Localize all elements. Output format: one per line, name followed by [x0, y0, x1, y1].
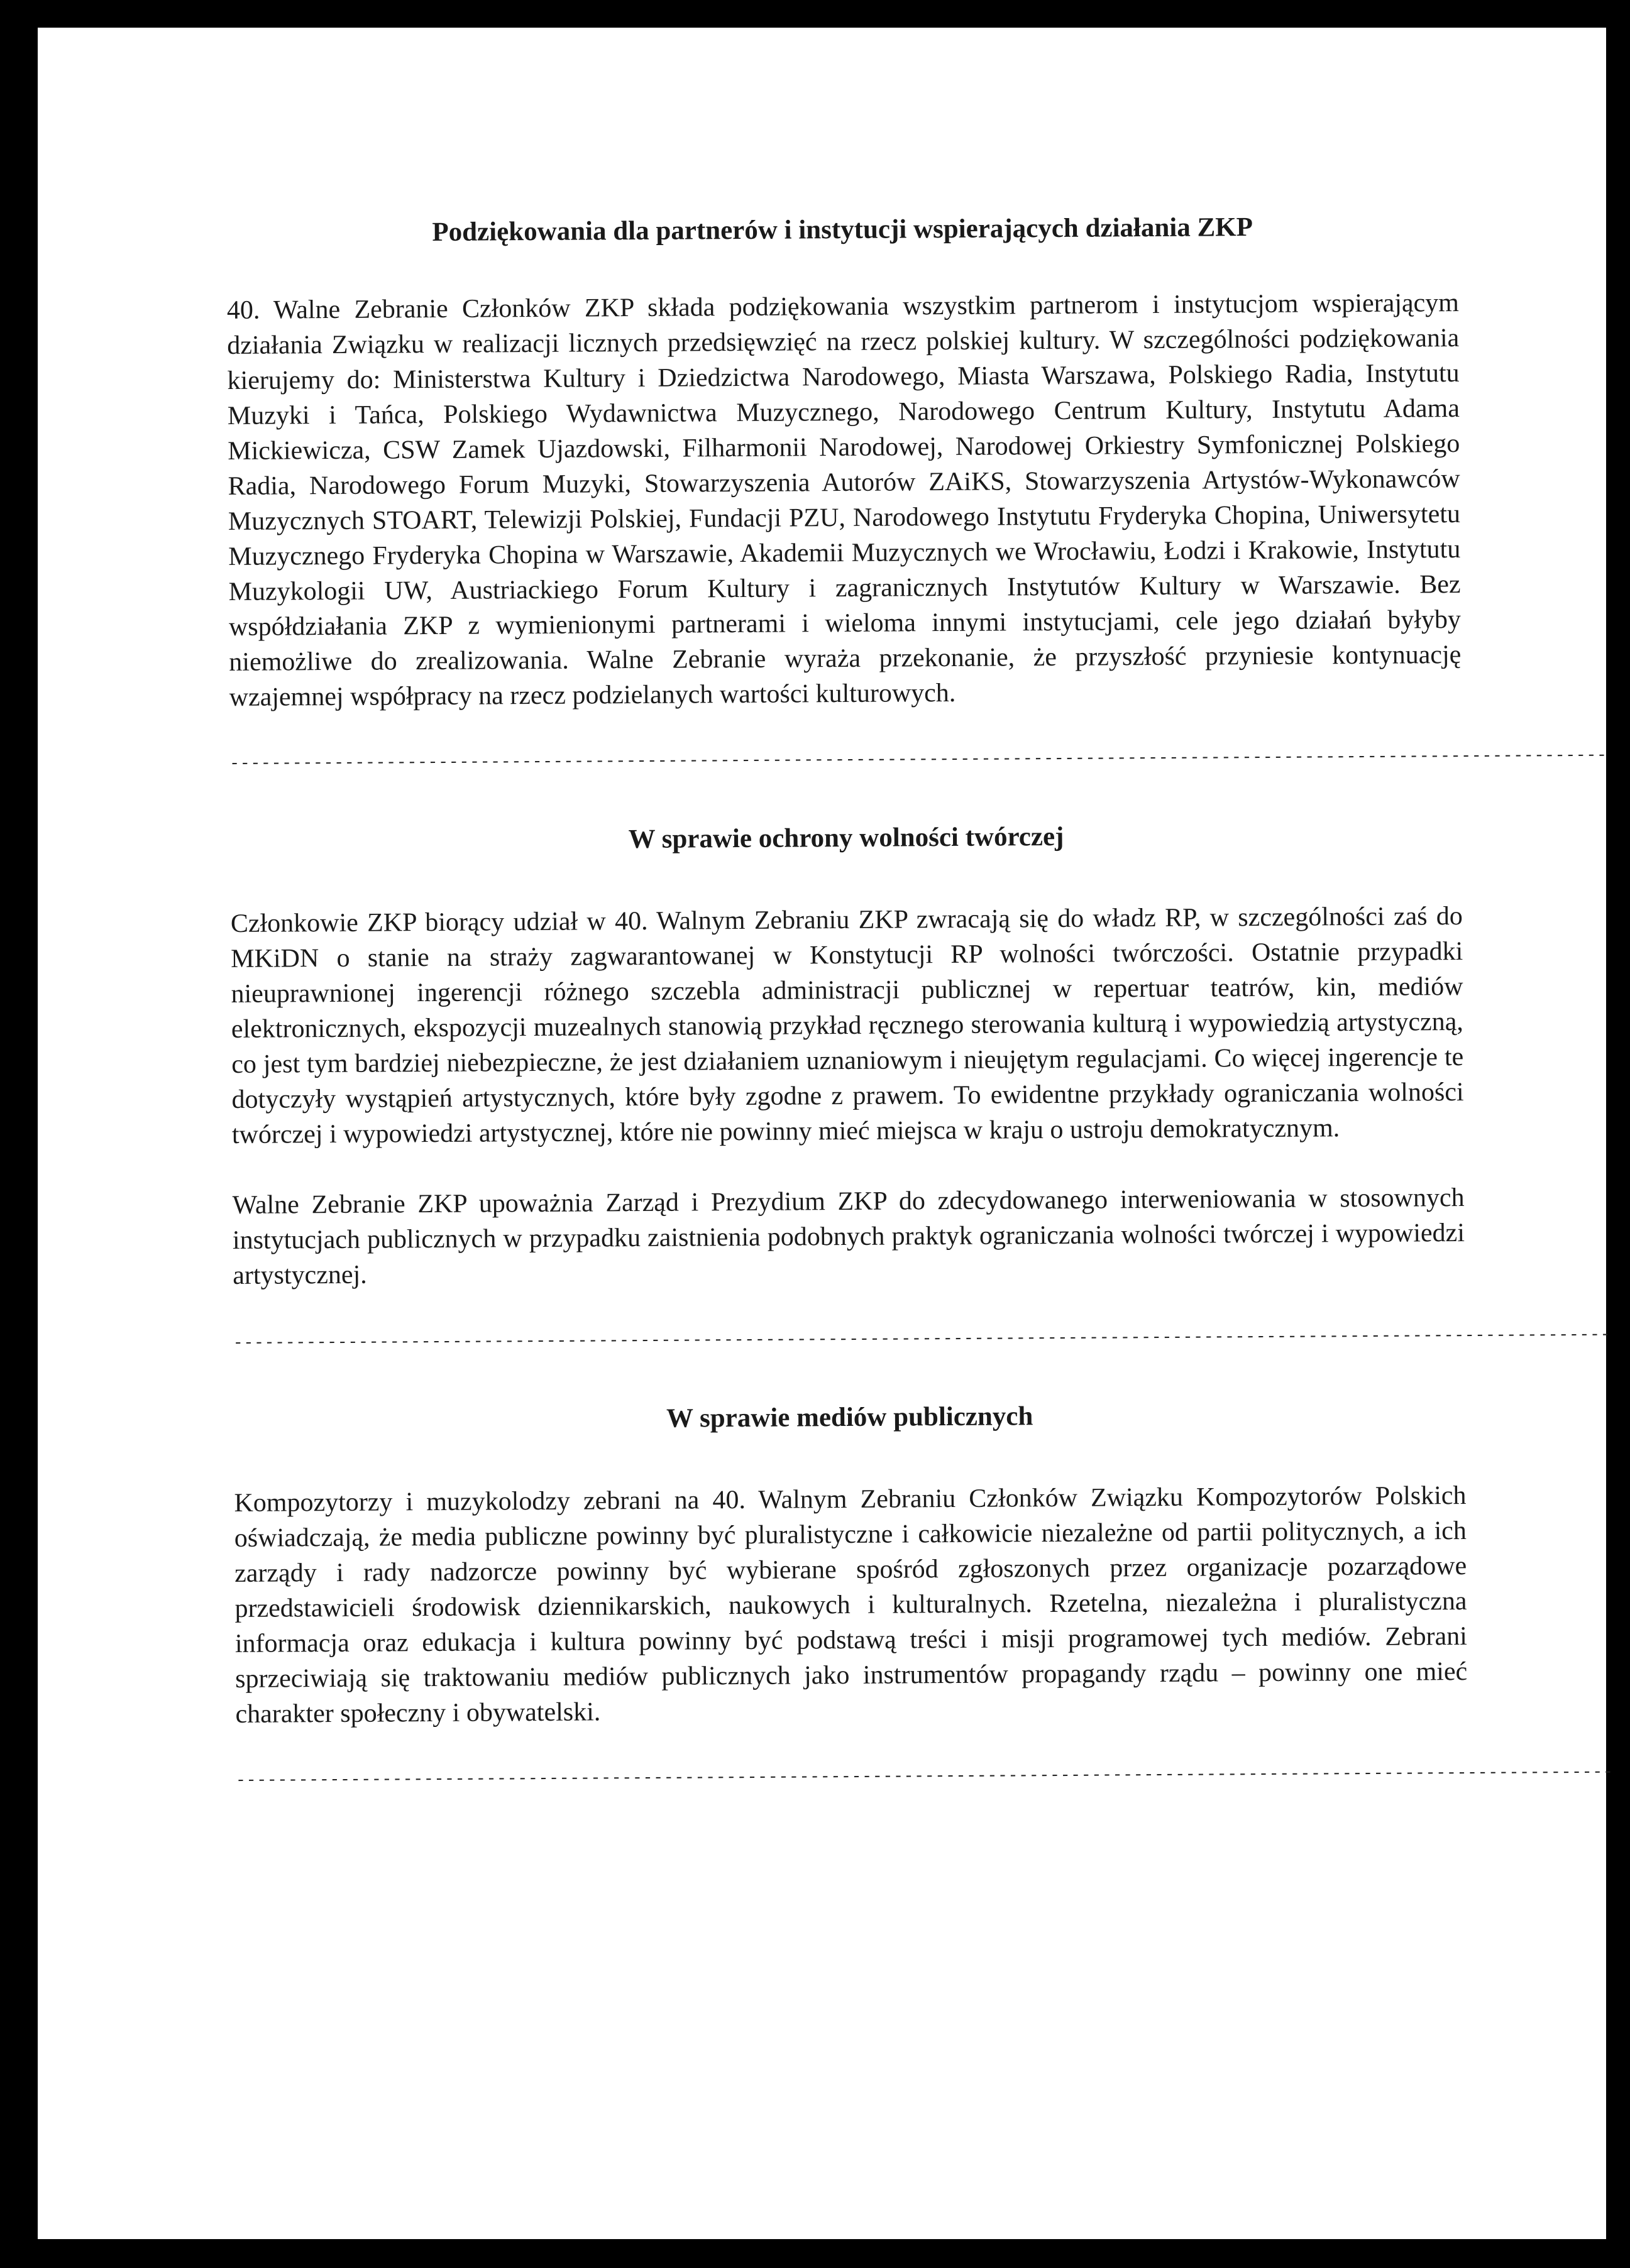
public-media-paragraph: Kompozytorzy i muzykolodzy zebrani na 40. Walnym Zebraniu Członków Związku Kompozytorów Polskich oświadczają, że media publiczne powinny być pluralistyczne i całkowicie niezależne od partii politycznych, a ich zarządy i rady nadzorcze powinny być wybierane spośród zgłoszonych przez organizacje pozarządowe przedstawicieli środowisk dziennikarskich, naukowych i kulturalnych. Rzetelna, niezależna i pluralistyczna informacja oraz edukacja i kultura powinny być podstawą treści i misji programowej tych mediów. Zebrani sprzeciwiają się traktowaniu mediów publicznych jako instrumentów propagandy rządu – powinny one mieć charakter społeczny i obywatelski.: [234, 1481, 1468, 1729]
creative-freedom-paragraph-2: Walne Zebranie ZKP upoważnia Zarząd i Prezydium ZKP do zdecydowanego interweniowania w stosownych instytucjach publicznych w przypadku zaistnienia podobnych praktyk ograniczania wolności twórczej i wypowiedzi artystycznej.: [232, 1183, 1465, 1290]
creative-freedom-paragraph-1: Członkowie ZKP biorący udział w 40. Walnym Zebraniu ZKP zwracają się do władz RP, w szczególności zaś do MKiDN o stanie na straży zagwarantowanej w Konstytucji RP wolności twórczości. Ostatnie przypadki nieuprawnionej ingerencji różnego szczebla administracji publicznej w repertuar teatrów, kin, mediów elektronicznych, ekspozycji muzealnych stanowią przykład ręcznego sterowania kulturą i wypowiedzią artystyczną, co jest tym bardziej niebezpieczne, że jest działaniem uznaniowym i nieujętym regulacjami. Co więcej ingerencje te dotyczyły wystąpień artystycznych, które były zgodne z prawem. To ewidentne przykłady ograniczania wolności twórczej i wypowiedzi artystycznej, które nie powinny mieć miejsca w kraju o ustroju demokratycznym.: [230, 902, 1464, 1149]
document-page: [38, 28, 1614, 2239]
section-heading-public-media: W sprawie mediów publicznych: [666, 1401, 1033, 1433]
separator-line: ------------------------------------------------------------------------------------------------------------------------------------: [229, 745, 1607, 773]
section-heading-acknowledgements: Podziękowania dla partnerów i instytucji wspierających działania ZKP: [432, 212, 1253, 248]
document-body: [226, 209, 1614, 1790]
separator-line: ------------------------------------------------------------------------------------------------------------------------------------: [236, 1762, 1614, 1790]
separator-line: ------------------------------------------------------------------------------------------------------------------------------------: [233, 1325, 1611, 1352]
acknowledgements-paragraph: 40. Walne Zebranie Członków ZKP składa podziękowania wszystkim partnerom i instytucjom wspierającym działania Związku w realizacji licznych przedsięwzięć na rzecz polskiej kultury. W szczególności podziękowania kierujemy do: Ministerstwa Kultury i Dziedzictwa Narodowego, Miasta Warszawa, Polskiego Radia, Instytutu Muzyki i Tańca, Polskiego Wydawnictwa Muzycznego, Narodowego Centrum Kultury, Instytutu Adama Mickiewicza, CSW Zamek Ujazdowski, Filharmonii Narodowej, Narodowej Orkiestry Symfonicznej Polskiego Radia, Narodowego Forum Muzyki, Stowarzyszenia Autorów ZAiKS, Stowarzyszenia Artystów-Wykonawców Muzycznych STOART, Telewizji Polskiej, Fundacji PZU, Narodowego Instytutu Fryderyka Chopina, Uniwersytetu Muzycznego Fryderyka Chopina w Warszawie, Akademii Muzycznych we Wrocławiu, Łodzi i Krakowie, Instytutu Muzykologii UW, Austriackiego Forum Kultury i zagranicznych Instytutów Kultury w Warszawie. Bez współdziałania ZKP z wymienionymi partnerami i wieloma innymi instytucjami, cele jego działań byłyby niemożliwe do zrealizowania. Walne Zebranie wyraża przekonanie, że przyszłość przyniesie kontynuację wzajemnej współpracy na rzecz podzielanych wartości kulturowych.: [226, 288, 1462, 712]
section-heading-creative-freedom: W sprawie ochrony wolności twórczej: [628, 821, 1064, 855]
